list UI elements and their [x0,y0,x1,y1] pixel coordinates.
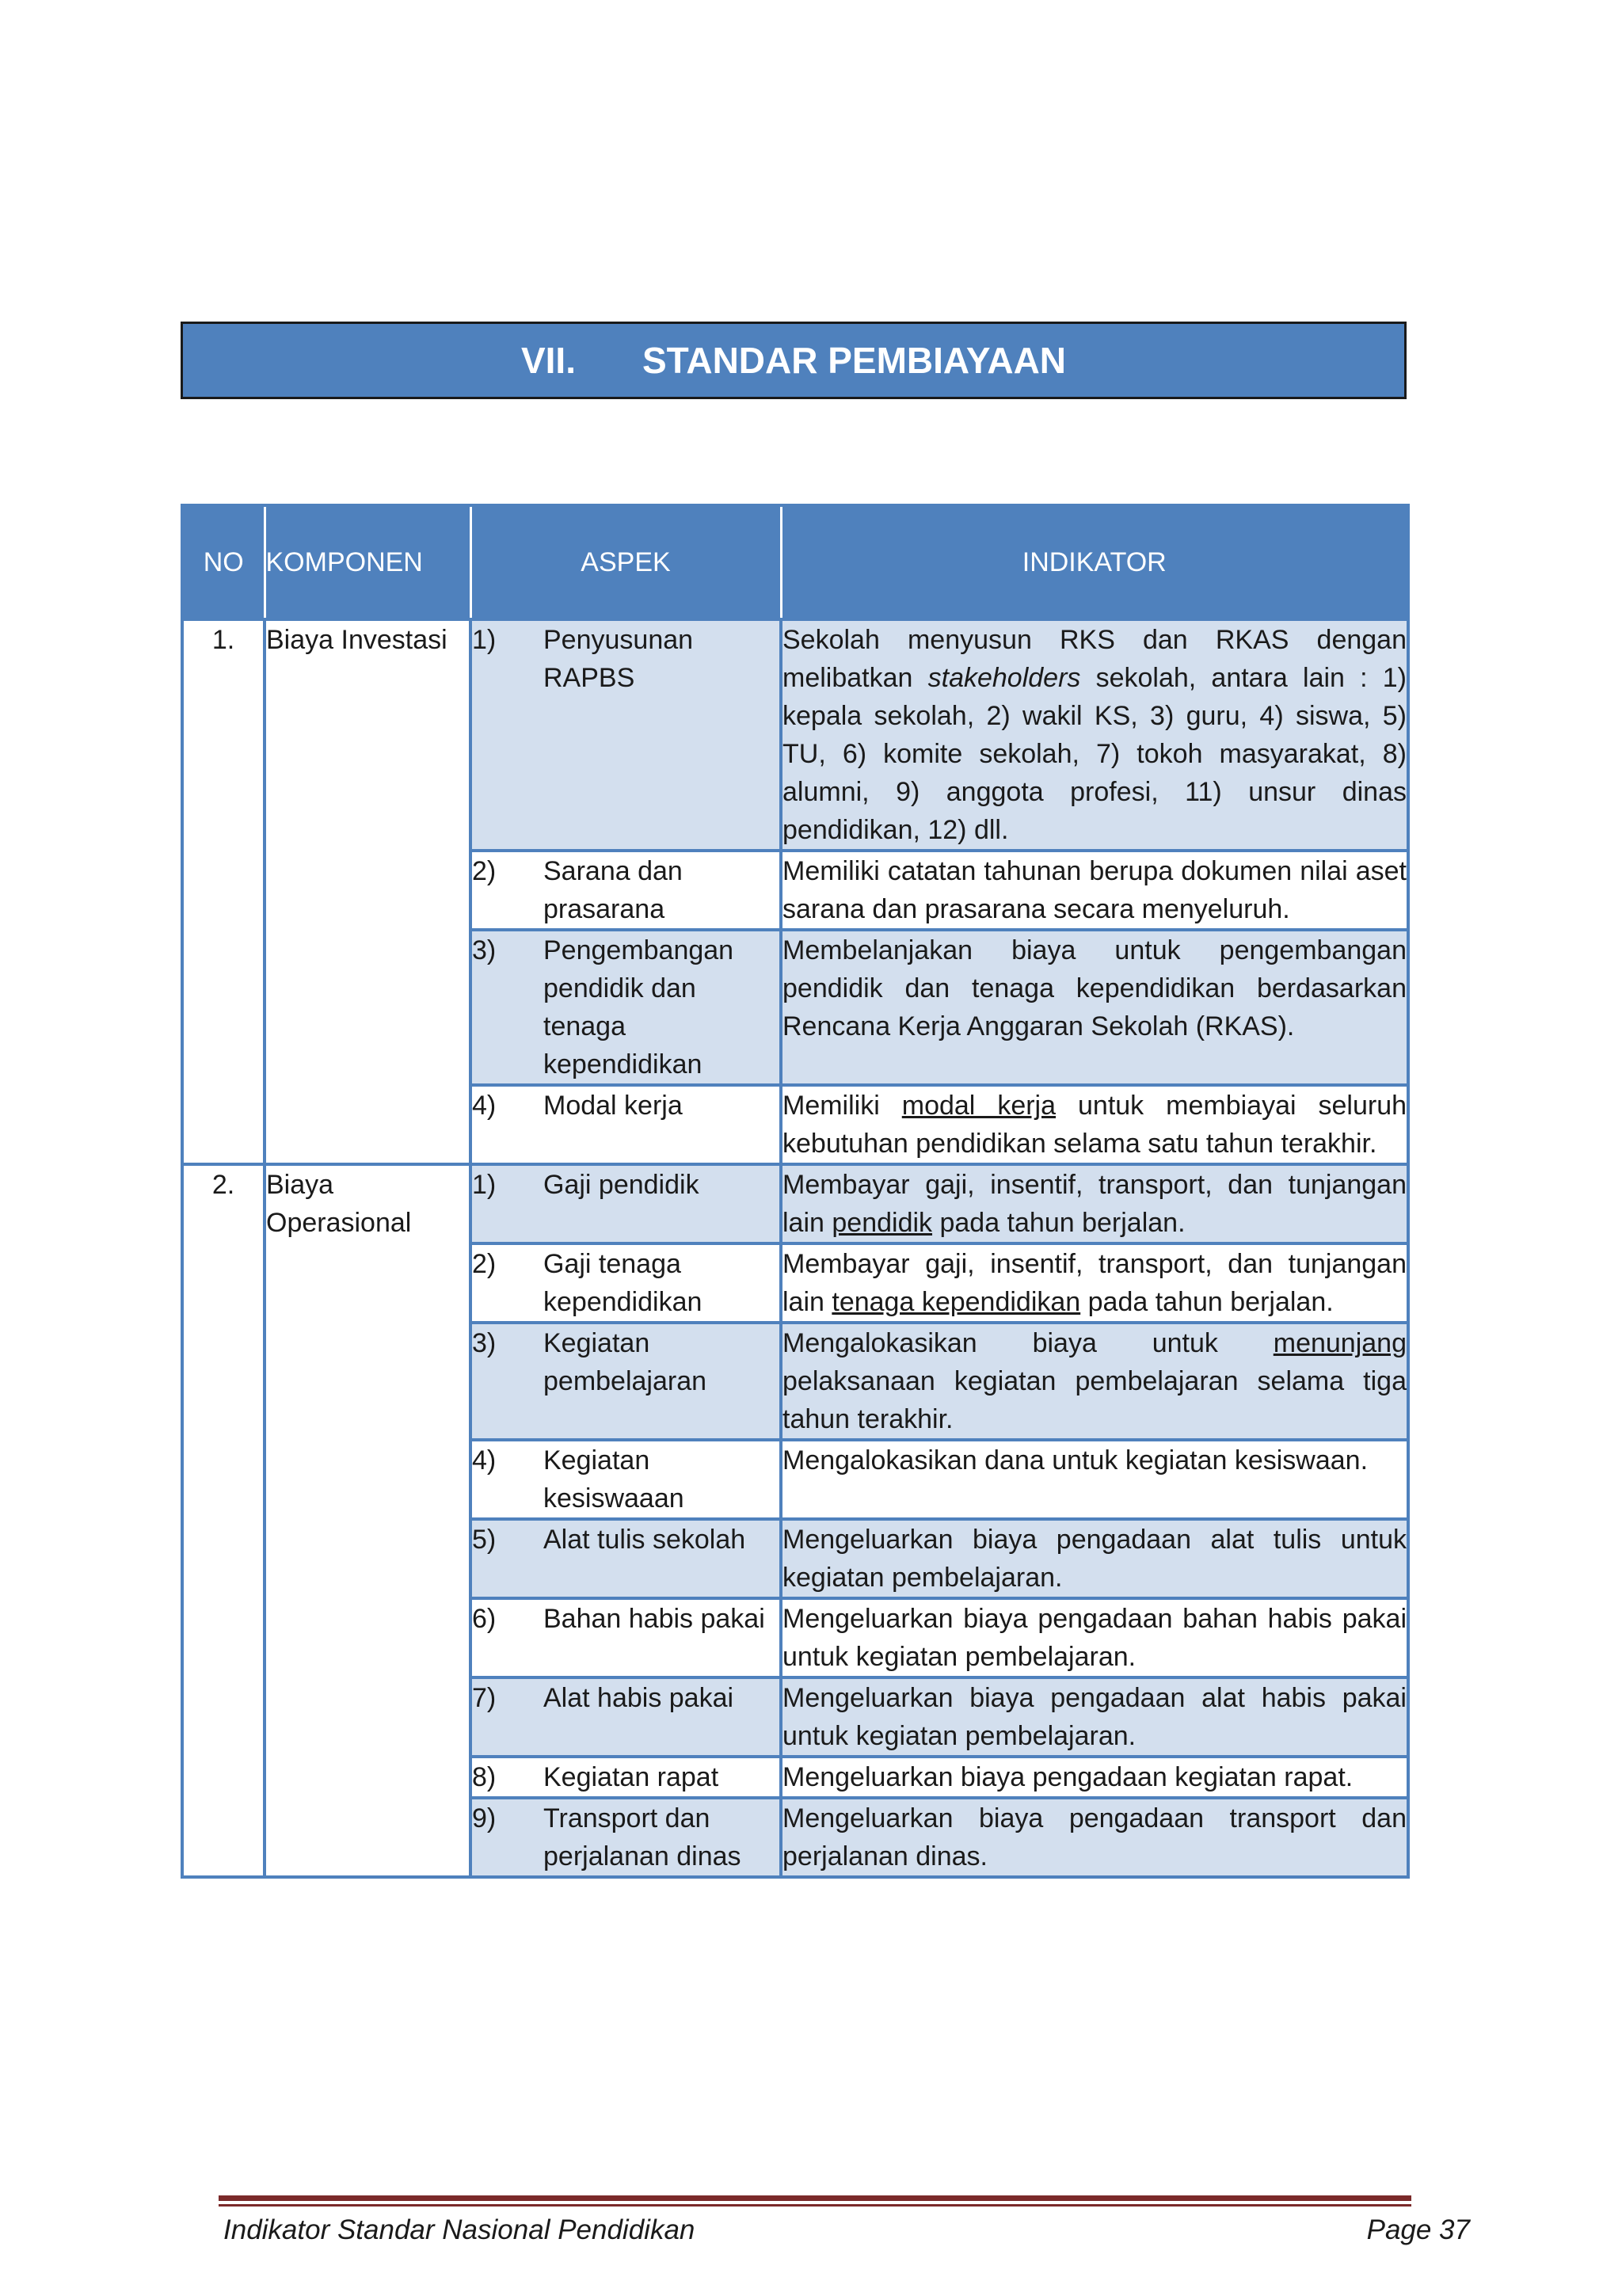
indikator-cell [781,619,1408,851]
aspek-number: 1) [472,625,497,655]
section-title-banner [181,322,1407,399]
aspek-cell [470,851,781,930]
indikator-underline: menunjang [1273,1328,1407,1358]
indikator-text: Sekolah menyusun RKS dan RKAS dengan melibatkan [782,625,1407,693]
aspek-number: 1) [472,1170,497,1200]
footer-document-title: Indikator Standar Nasional Pendidikan [223,2214,695,2245]
footer-rule [219,2195,1411,2201]
aspek-number: 8) [472,1762,497,1792]
aspek-cell [470,1243,781,1323]
aspek-number: 3) [472,1328,497,1358]
aspek-number: 4) [472,1445,497,1475]
indikator-cell: Mengeluarkan biaya pengadaan alat tulis untuk kegiatan pembelajaran. [781,1519,1408,1598]
aspek-cell [470,1598,781,1677]
section-number: VII. [520,340,576,381]
footer-page-number: Page 37 [1366,2214,1470,2245]
aspek-cell [470,1085,781,1164]
indikator-cell: Membelanjakan biaya untuk pengembangan pendidik dan tenaga kependidikan berdasarkan Rencana Kerja Anggaran Sekolah (RKAS). [781,930,1408,1085]
komponen-cell: Biaya Investasi [265,619,470,1164]
aspek-cell [470,1677,781,1757]
row-number: 2. [182,1164,265,1877]
aspek-number: 2) [472,1249,497,1279]
aspek-cell [470,1798,781,1877]
aspek-number: 3) [472,935,497,965]
indikator-underline: modal kerja [901,1091,1057,1121]
indikator-cell [781,1323,1408,1440]
table-row [182,1164,1408,1243]
indikator-text: Membayar gaji, insentif, transport, dan tunjangan lain [782,1249,1407,1317]
aspek-cell [470,1164,781,1243]
aspek-number: 6) [472,1604,497,1634]
indikator-text: Memiliki [782,1091,902,1121]
aspek-number: 9) [472,1803,497,1833]
aspek-cell [470,1519,781,1598]
indikator-cell: Mengalokasikan dana untuk kegiatan kesiswaan. [781,1440,1408,1519]
aspek-cell [470,1323,781,1440]
aspek-number: 5) [472,1525,497,1555]
footer-rule-thin [219,2204,1411,2207]
aspek-label: Kegiatan pembelajaran [543,1328,707,1396]
aspek-cell [470,619,781,851]
indikator-text: pada tahun berjalan. [932,1208,1186,1238]
aspek-label: Sarana dan prasarana [543,856,683,924]
indikator-cell [781,1243,1408,1323]
aspek-label: Penyusunan RAPBS [543,625,694,693]
indikator-text: pada tahun berjalan. [1080,1287,1334,1317]
aspek-label: Gaji tenaga kependidikan [543,1249,702,1317]
section-title: STANDAR PEMBIAYAAN [642,340,1067,381]
komponen-cell: Biaya Operasional [265,1164,470,1877]
aspek-label: Modal kerja [543,1091,683,1121]
header-indikator: INDIKATOR [781,505,1408,619]
indikator-underline: tenaga kependidikan [832,1287,1081,1317]
aspek-label: Pengembangan pendidik dan tenaga kependidikan [543,935,734,1079]
indikator-cell [781,1164,1408,1243]
aspek-number: 7) [472,1683,497,1713]
indikator-text: sekolah, antara lain : 1) kepala sekolah, 2) wakil KS, 3) guru, 4) siswa, 5) TU, 6) komite sekolah, 7) tokoh masyarakat, 8) alumni, 9) anggota profesi, 11) unsur dinas pendidikan, 12) dll. [782,663,1407,845]
indikator-cell [781,1085,1408,1164]
indicator-table [181,504,1410,1879]
header-komponen: KOMPONEN [265,505,470,619]
header-aspek: ASPEK [470,505,781,619]
aspek-label: Gaji pendidik [543,1170,699,1200]
indikator-text: untuk membiayai seluruh kebutuhan pendidikan selama satu tahun terakhir. [782,1091,1407,1159]
indikator-underline: pendidik [832,1208,933,1238]
aspek-label: Kegiatan kesiswaaan [543,1445,684,1514]
aspek-label: Alat habis pakai [543,1683,734,1713]
indikator-cell: Mengeluarkan biaya pengadaan kegiatan rapat. [781,1757,1408,1798]
indikator-cell: Memiliki catatan tahunan berupa dokumen nilai aset sarana dan prasarana secara menyeluruh. [781,851,1408,930]
aspek-number: 2) [472,856,497,886]
indikator-emphasis: stakeholders [927,663,1081,693]
indikator-text: pelaksanaan kegiatan pembelajaran selama tiga tahun terakhir. [782,1366,1407,1434]
aspek-label: Transport dan perjalanan dinas [543,1803,741,1871]
table-row [182,619,1408,851]
indikator-cell: Mengeluarkan biaya pengadaan transport dan perjalanan dinas. [781,1798,1408,1877]
indikator-cell: Mengeluarkan biaya pengadaan alat habis pakai untuk kegiatan pembelajaran. [781,1677,1408,1757]
row-number: 1. [182,619,265,1164]
aspek-label: Bahan habis pakai [543,1604,765,1634]
indikator-text: Membayar gaji, insentif, transport, dan tunjangan lain [782,1170,1407,1238]
table-header-row [182,505,1408,619]
aspek-cell [470,1757,781,1798]
aspek-label: Kegiatan rapat [543,1762,719,1792]
aspek-label: Alat tulis sekolah [543,1525,746,1555]
indikator-cell: Mengeluarkan biaya pengadaan bahan habis pakai untuk kegiatan pembelajaran. [781,1598,1408,1677]
header-no: NO [182,505,265,619]
aspek-cell [470,1440,781,1519]
aspek-number: 4) [472,1091,497,1121]
aspek-cell [470,930,781,1085]
indikator-text: Mengalokasikan biaya untuk [782,1328,1274,1358]
